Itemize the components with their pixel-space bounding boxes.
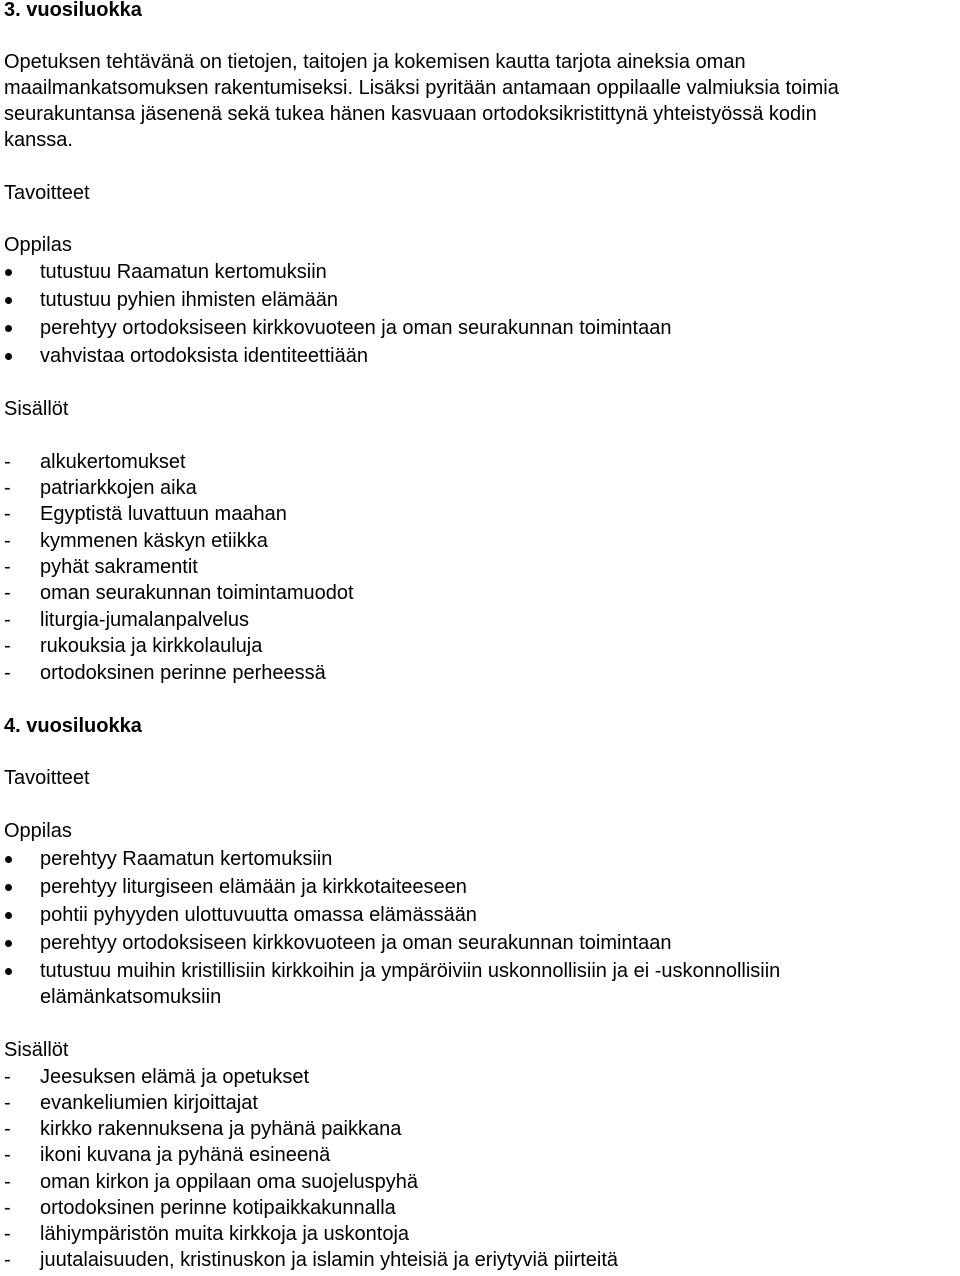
- bullet-icon: [5, 940, 12, 947]
- content-text: rukouksia ja kirkkolauluja: [40, 635, 263, 657]
- content-text: liturgia-jumalanpalvelus: [40, 609, 249, 631]
- bullet-icon: [5, 856, 12, 863]
- dash-marker: -: [4, 1249, 11, 1271]
- intro-line: maailmankatsomuksen rakentumiseksi. Lisäksi pyritään antamaan oppilaalle valmiuksia toimia: [4, 77, 839, 99]
- content-text: patriarkkojen aika: [40, 477, 197, 499]
- dash-marker: -: [4, 1144, 11, 1166]
- goal-text: tutustuu Raamatun kertomuksiin: [40, 261, 327, 283]
- content-item: [0, 502, 900, 526]
- dash-marker: -: [4, 477, 11, 499]
- content-item: [0, 450, 900, 474]
- bullet-icon: [5, 353, 12, 360]
- dash-marker: -: [4, 1197, 11, 1219]
- intro-line: kanssa.: [4, 129, 73, 151]
- goal-text: perehtyy liturgiseen elämään ja kirkkotaiteeseen: [40, 876, 467, 898]
- content-item: [0, 1248, 900, 1272]
- goals-heading: Tavoitteet: [4, 182, 90, 204]
- content-text: alkukertomukset: [40, 451, 186, 473]
- goal-item-continuation: [0, 985, 900, 1009]
- dash-marker: -: [4, 1092, 11, 1114]
- bullet-icon: [5, 968, 12, 975]
- goal-item: [0, 903, 900, 927]
- dash-marker: -: [4, 1118, 11, 1140]
- content-text: pyhät sakramentit: [40, 556, 198, 578]
- goal-item: [0, 931, 900, 955]
- goal-item: [0, 260, 900, 284]
- goals-heading: Tavoitteet: [4, 767, 90, 789]
- dash-marker: -: [4, 635, 11, 657]
- content-text: ortodoksinen perinne perheessä: [40, 662, 326, 684]
- content-item: [0, 1065, 900, 1089]
- intro-line: seurakuntansa jäsenenä sekä tukea hänen kasvuaan ortodoksikristittynä yhteistyössä kodin: [4, 103, 817, 125]
- content-item: [0, 1091, 900, 1115]
- grade-3-heading: 3. vuosiluokka: [4, 0, 142, 21]
- content-item: [0, 1117, 900, 1141]
- content-text: ortodoksinen perinne kotipaikkakunnalla: [40, 1197, 396, 1219]
- goal-text: tutustuu muihin kristillisiin kirkkoihin ja ympäröiviin uskonnollisiin ja ei -uskonnollisiin: [40, 960, 781, 982]
- bullet-icon: [5, 884, 12, 891]
- goal-item: [0, 959, 900, 983]
- content-text: evankeliumien kirjoittajat: [40, 1092, 258, 1114]
- dash-marker: -: [4, 609, 11, 631]
- dash-marker: -: [4, 530, 11, 552]
- content-item: [0, 476, 900, 500]
- content-item: [0, 634, 900, 658]
- grade-4-heading: 4. vuosiluokka: [4, 715, 142, 737]
- contents-heading: Sisällöt: [4, 398, 69, 420]
- bullet-icon: [5, 912, 12, 919]
- bullet-icon: [5, 325, 12, 332]
- content-text: Egyptistä luvattuun maahan: [40, 503, 287, 525]
- content-item: [0, 555, 900, 579]
- student-label: Oppilas: [4, 234, 72, 256]
- intro-line: Opetuksen tehtävänä on tietojen, taitojen ja kokemisen kautta tarjota aineksia oman: [4, 51, 746, 73]
- content-item: [0, 608, 900, 632]
- content-item: [0, 581, 900, 605]
- content-text: Jeesuksen elämä ja opetukset: [40, 1066, 310, 1088]
- content-item: [0, 1196, 900, 1220]
- content-text: juutalaisuuden, kristinuskon ja islamin yhteisiä ja eriytyviä piirteitä: [40, 1249, 619, 1271]
- goal-text: pohtii pyhyyden ulottuvuutta omassa elämässään: [40, 904, 477, 926]
- content-text: kirkko rakennuksena ja pyhänä paikkana: [40, 1118, 402, 1140]
- goal-item: [0, 288, 900, 312]
- content-item: [0, 1170, 900, 1194]
- dash-marker: -: [4, 1066, 11, 1088]
- dash-marker: -: [4, 1223, 11, 1245]
- goal-item: [0, 847, 900, 871]
- goal-text: perehtyy ortodoksiseen kirkkovuoteen ja oman seurakunnan toimintaan: [40, 932, 672, 954]
- goal-item: [0, 875, 900, 899]
- goal-text: elämänkatsomuksiin: [40, 986, 222, 1008]
- dash-marker: -: [4, 1171, 11, 1193]
- dash-marker: -: [4, 451, 11, 473]
- contents-heading: Sisällöt: [4, 1039, 69, 1061]
- content-item: [0, 529, 900, 553]
- content-text: oman kirkon ja oppilaan oma suojeluspyhä: [40, 1171, 419, 1193]
- dash-marker: -: [4, 556, 11, 578]
- content-item: [0, 1143, 900, 1167]
- bullet-icon: [5, 297, 12, 304]
- student-label: Oppilas: [4, 820, 72, 842]
- content-text: oman seurakunnan toimintamuodot: [40, 582, 354, 604]
- dash-marker: -: [4, 582, 11, 604]
- goal-text: perehtyy ortodoksiseen kirkkovuoteen ja oman seurakunnan toimintaan: [40, 317, 672, 339]
- content-item: [0, 661, 900, 685]
- content-text: ikoni kuvana ja pyhänä esineenä: [40, 1144, 331, 1166]
- goal-item: [0, 344, 900, 368]
- goal-text: perehtyy Raamatun kertomuksiin: [40, 848, 333, 870]
- goal-text: vahvistaa ortodoksista identiteettiään: [40, 345, 368, 367]
- content-text: lähiympäristön muita kirkkoja ja uskontoja: [40, 1223, 410, 1245]
- goal-item: [0, 316, 900, 340]
- goal-text: tutustuu pyhien ihmisten elämään: [40, 289, 338, 311]
- dash-marker: -: [4, 662, 11, 684]
- dash-marker: -: [4, 503, 11, 525]
- bullet-icon: [5, 269, 12, 276]
- content-text: kymmenen käskyn etiikka: [40, 530, 268, 552]
- content-item: [0, 1222, 900, 1246]
